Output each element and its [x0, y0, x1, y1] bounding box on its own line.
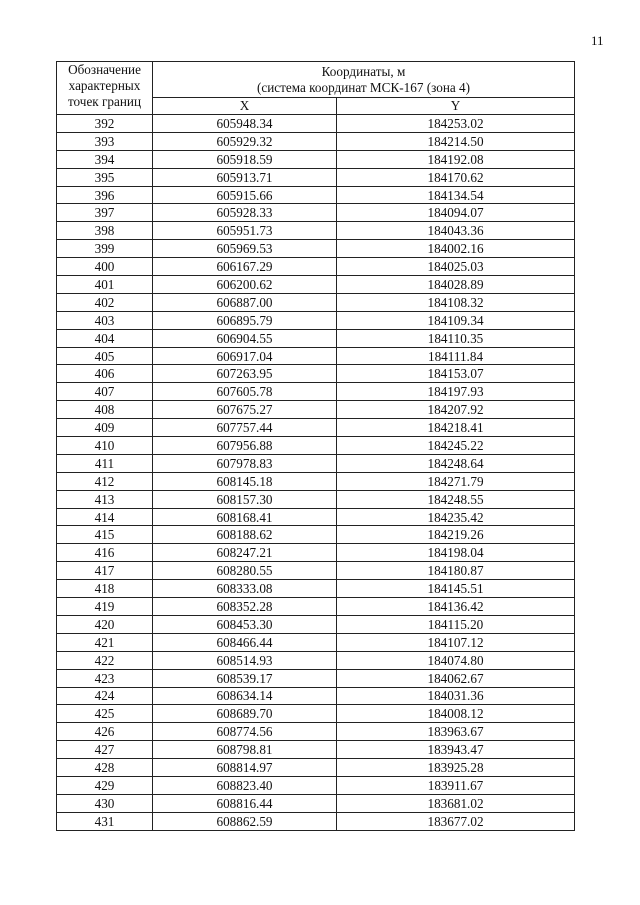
- table-row: [57, 669, 575, 687]
- table-row: [57, 437, 575, 455]
- y-cell: 184207.92: [337, 401, 575, 419]
- x-cell: 608774.56: [153, 723, 337, 741]
- point-cell: 423: [57, 669, 153, 687]
- table-row: [57, 222, 575, 240]
- x-cell: 608689.70: [153, 705, 337, 723]
- table-row: [57, 454, 575, 472]
- x-cell: 608333.08: [153, 580, 337, 598]
- point-cell: 403: [57, 311, 153, 329]
- y-cell: 184062.67: [337, 669, 575, 687]
- point-cell: 398: [57, 222, 153, 240]
- x-cell: 608798.81: [153, 741, 337, 759]
- x-cell: 607263.95: [153, 365, 337, 383]
- y-cell: 184109.34: [337, 311, 575, 329]
- point-cell: 412: [57, 472, 153, 490]
- x-cell: 608514.93: [153, 651, 337, 669]
- y-cell: 184218.41: [337, 419, 575, 437]
- point-cell: 401: [57, 276, 153, 294]
- x-cell: 608168.41: [153, 508, 337, 526]
- table-row: [57, 544, 575, 562]
- coordinates-header: [153, 62, 575, 98]
- point-cell: 426: [57, 723, 153, 741]
- y-cell: 184043.36: [337, 222, 575, 240]
- x-cell: 608862.59: [153, 812, 337, 830]
- x-cell: 605918.59: [153, 150, 337, 168]
- table-row: [57, 490, 575, 508]
- x-cell: 608466.44: [153, 633, 337, 651]
- table-row: [57, 741, 575, 759]
- y-cell: 184197.93: [337, 383, 575, 401]
- y-cell: 184028.89: [337, 276, 575, 294]
- x-cell: 606200.62: [153, 276, 337, 294]
- point-cell: 417: [57, 562, 153, 580]
- point-cell: 418: [57, 580, 153, 598]
- point-cell: 396: [57, 186, 153, 204]
- y-cell: 184111.84: [337, 347, 575, 365]
- table-row: [57, 651, 575, 669]
- point-cell: 420: [57, 615, 153, 633]
- table-row: [57, 419, 575, 437]
- y-cell: 184094.07: [337, 204, 575, 222]
- x-cell: 605929.32: [153, 132, 337, 150]
- table-body: [57, 115, 575, 831]
- y-cell: 184108.32: [337, 293, 575, 311]
- y-cell: 184180.87: [337, 562, 575, 580]
- x-cell: 607605.78: [153, 383, 337, 401]
- point-cell: 411: [57, 454, 153, 472]
- point-cell: 431: [57, 812, 153, 830]
- x-cell: 606167.29: [153, 258, 337, 276]
- point-cell: 399: [57, 240, 153, 258]
- point-cell: 427: [57, 741, 153, 759]
- y-cell: 184025.03: [337, 258, 575, 276]
- point-cell: 406: [57, 365, 153, 383]
- y-cell: 184253.02: [337, 115, 575, 133]
- y-cell: 184248.64: [337, 454, 575, 472]
- table-row: [57, 812, 575, 830]
- x-cell: 605948.34: [153, 115, 337, 133]
- table-row: [57, 776, 575, 794]
- coordinates-system: (система координат МСК-167 (зона 4): [257, 79, 471, 95]
- table-row: [57, 293, 575, 311]
- table-row: [57, 365, 575, 383]
- y-cell: 184110.35: [337, 329, 575, 347]
- x-cell: 607675.27: [153, 401, 337, 419]
- point-cell: 394: [57, 150, 153, 168]
- y-cell: 184074.80: [337, 651, 575, 669]
- table-row: [57, 794, 575, 812]
- x-cell: 605969.53: [153, 240, 337, 258]
- page-number: 11: [591, 33, 604, 48]
- point-cell: 422: [57, 651, 153, 669]
- y-cell: 184192.08: [337, 150, 575, 168]
- table-row: [57, 526, 575, 544]
- point-cell: 404: [57, 329, 153, 347]
- x-cell: 607757.44: [153, 419, 337, 437]
- coordinates-title: Координаты, м: [321, 63, 406, 79]
- coordinates-table: [56, 61, 575, 831]
- x-cell: 608280.55: [153, 562, 337, 580]
- table-row: [57, 633, 575, 651]
- point-cell: 409: [57, 419, 153, 437]
- point-cell: 424: [57, 687, 153, 705]
- y-cell: 183681.02: [337, 794, 575, 812]
- x-cell: 605928.33: [153, 204, 337, 222]
- x-cell: 605951.73: [153, 222, 337, 240]
- point-cell: 402: [57, 293, 153, 311]
- table-row: [57, 150, 575, 168]
- x-column-header: X: [153, 98, 337, 115]
- y-cell: 184008.12: [337, 705, 575, 723]
- table-row: [57, 580, 575, 598]
- y-column-header: Y: [337, 98, 575, 115]
- y-cell: 184271.79: [337, 472, 575, 490]
- y-cell: 184002.16: [337, 240, 575, 258]
- y-cell: 183943.47: [337, 741, 575, 759]
- y-cell: 183963.67: [337, 723, 575, 741]
- x-cell: 605915.66: [153, 186, 337, 204]
- table-row: [57, 759, 575, 777]
- y-cell: 184136.42: [337, 598, 575, 616]
- x-cell: 607978.83: [153, 454, 337, 472]
- point-cell: 410: [57, 437, 153, 455]
- table-row: [57, 347, 575, 365]
- x-cell: 608539.17: [153, 669, 337, 687]
- y-cell: 183911.67: [337, 776, 575, 794]
- table-row: [57, 186, 575, 204]
- y-cell: 184170.62: [337, 168, 575, 186]
- x-cell: 606904.55: [153, 329, 337, 347]
- point-cell: 421: [57, 633, 153, 651]
- table-row: [57, 276, 575, 294]
- y-cell: 184031.36: [337, 687, 575, 705]
- x-cell: 608823.40: [153, 776, 337, 794]
- y-cell: 184134.54: [337, 186, 575, 204]
- table-row: [57, 115, 575, 133]
- point-cell: 419: [57, 598, 153, 616]
- point-cell: 425: [57, 705, 153, 723]
- point-cell: 416: [57, 544, 153, 562]
- table-row: [57, 508, 575, 526]
- point-cell: 428: [57, 759, 153, 777]
- x-cell: 607956.88: [153, 437, 337, 455]
- x-cell: 608453.30: [153, 615, 337, 633]
- point-cell: 413: [57, 490, 153, 508]
- y-cell: 184145.51: [337, 580, 575, 598]
- point-cell: 400: [57, 258, 153, 276]
- table-row: [57, 723, 575, 741]
- point-cell: 408: [57, 401, 153, 419]
- y-cell: 184198.04: [337, 544, 575, 562]
- point-cell: 429: [57, 776, 153, 794]
- x-cell: 606895.79: [153, 311, 337, 329]
- x-cell: 608247.21: [153, 544, 337, 562]
- y-cell: 184107.12: [337, 633, 575, 651]
- point-cell: 395: [57, 168, 153, 186]
- x-cell: 606917.04: [153, 347, 337, 365]
- table-row: [57, 240, 575, 258]
- x-cell: 608188.62: [153, 526, 337, 544]
- y-cell: 184219.26: [337, 526, 575, 544]
- table-row: [57, 615, 575, 633]
- x-cell: 608634.14: [153, 687, 337, 705]
- point-cell: 397: [57, 204, 153, 222]
- table-row: [57, 598, 575, 616]
- y-cell: 184214.50: [337, 132, 575, 150]
- y-cell: 184115.20: [337, 615, 575, 633]
- point-cell: 415: [57, 526, 153, 544]
- point-cell: 392: [57, 115, 153, 133]
- x-cell: 608157.30: [153, 490, 337, 508]
- table-row: [57, 562, 575, 580]
- table-row: [57, 168, 575, 186]
- table-row: [57, 311, 575, 329]
- x-cell: 608814.97: [153, 759, 337, 777]
- x-cell: 606887.00: [153, 293, 337, 311]
- table-row: [57, 383, 575, 401]
- table-row: [57, 258, 575, 276]
- x-cell: 608145.18: [153, 472, 337, 490]
- table-row: [57, 329, 575, 347]
- y-cell: 183925.28: [337, 759, 575, 777]
- point-cell: 407: [57, 383, 153, 401]
- x-cell: 608352.28: [153, 598, 337, 616]
- table-row: [57, 401, 575, 419]
- point-cell: 430: [57, 794, 153, 812]
- y-cell: 184235.42: [337, 508, 575, 526]
- table-row: [57, 472, 575, 490]
- table-row: [57, 204, 575, 222]
- table-row: [57, 132, 575, 150]
- y-cell: 184153.07: [337, 365, 575, 383]
- point-cell: 393: [57, 132, 153, 150]
- point-cell: 405: [57, 347, 153, 365]
- table-row: [57, 705, 575, 723]
- y-cell: 184248.55: [337, 490, 575, 508]
- x-cell: 605913.71: [153, 168, 337, 186]
- point-cell: 414: [57, 508, 153, 526]
- x-cell: 608816.44: [153, 794, 337, 812]
- y-cell: 184245.22: [337, 437, 575, 455]
- y-cell: 183677.02: [337, 812, 575, 830]
- point-column-header: Обозначение характерных точек границ: [57, 62, 153, 115]
- table-row: [57, 687, 575, 705]
